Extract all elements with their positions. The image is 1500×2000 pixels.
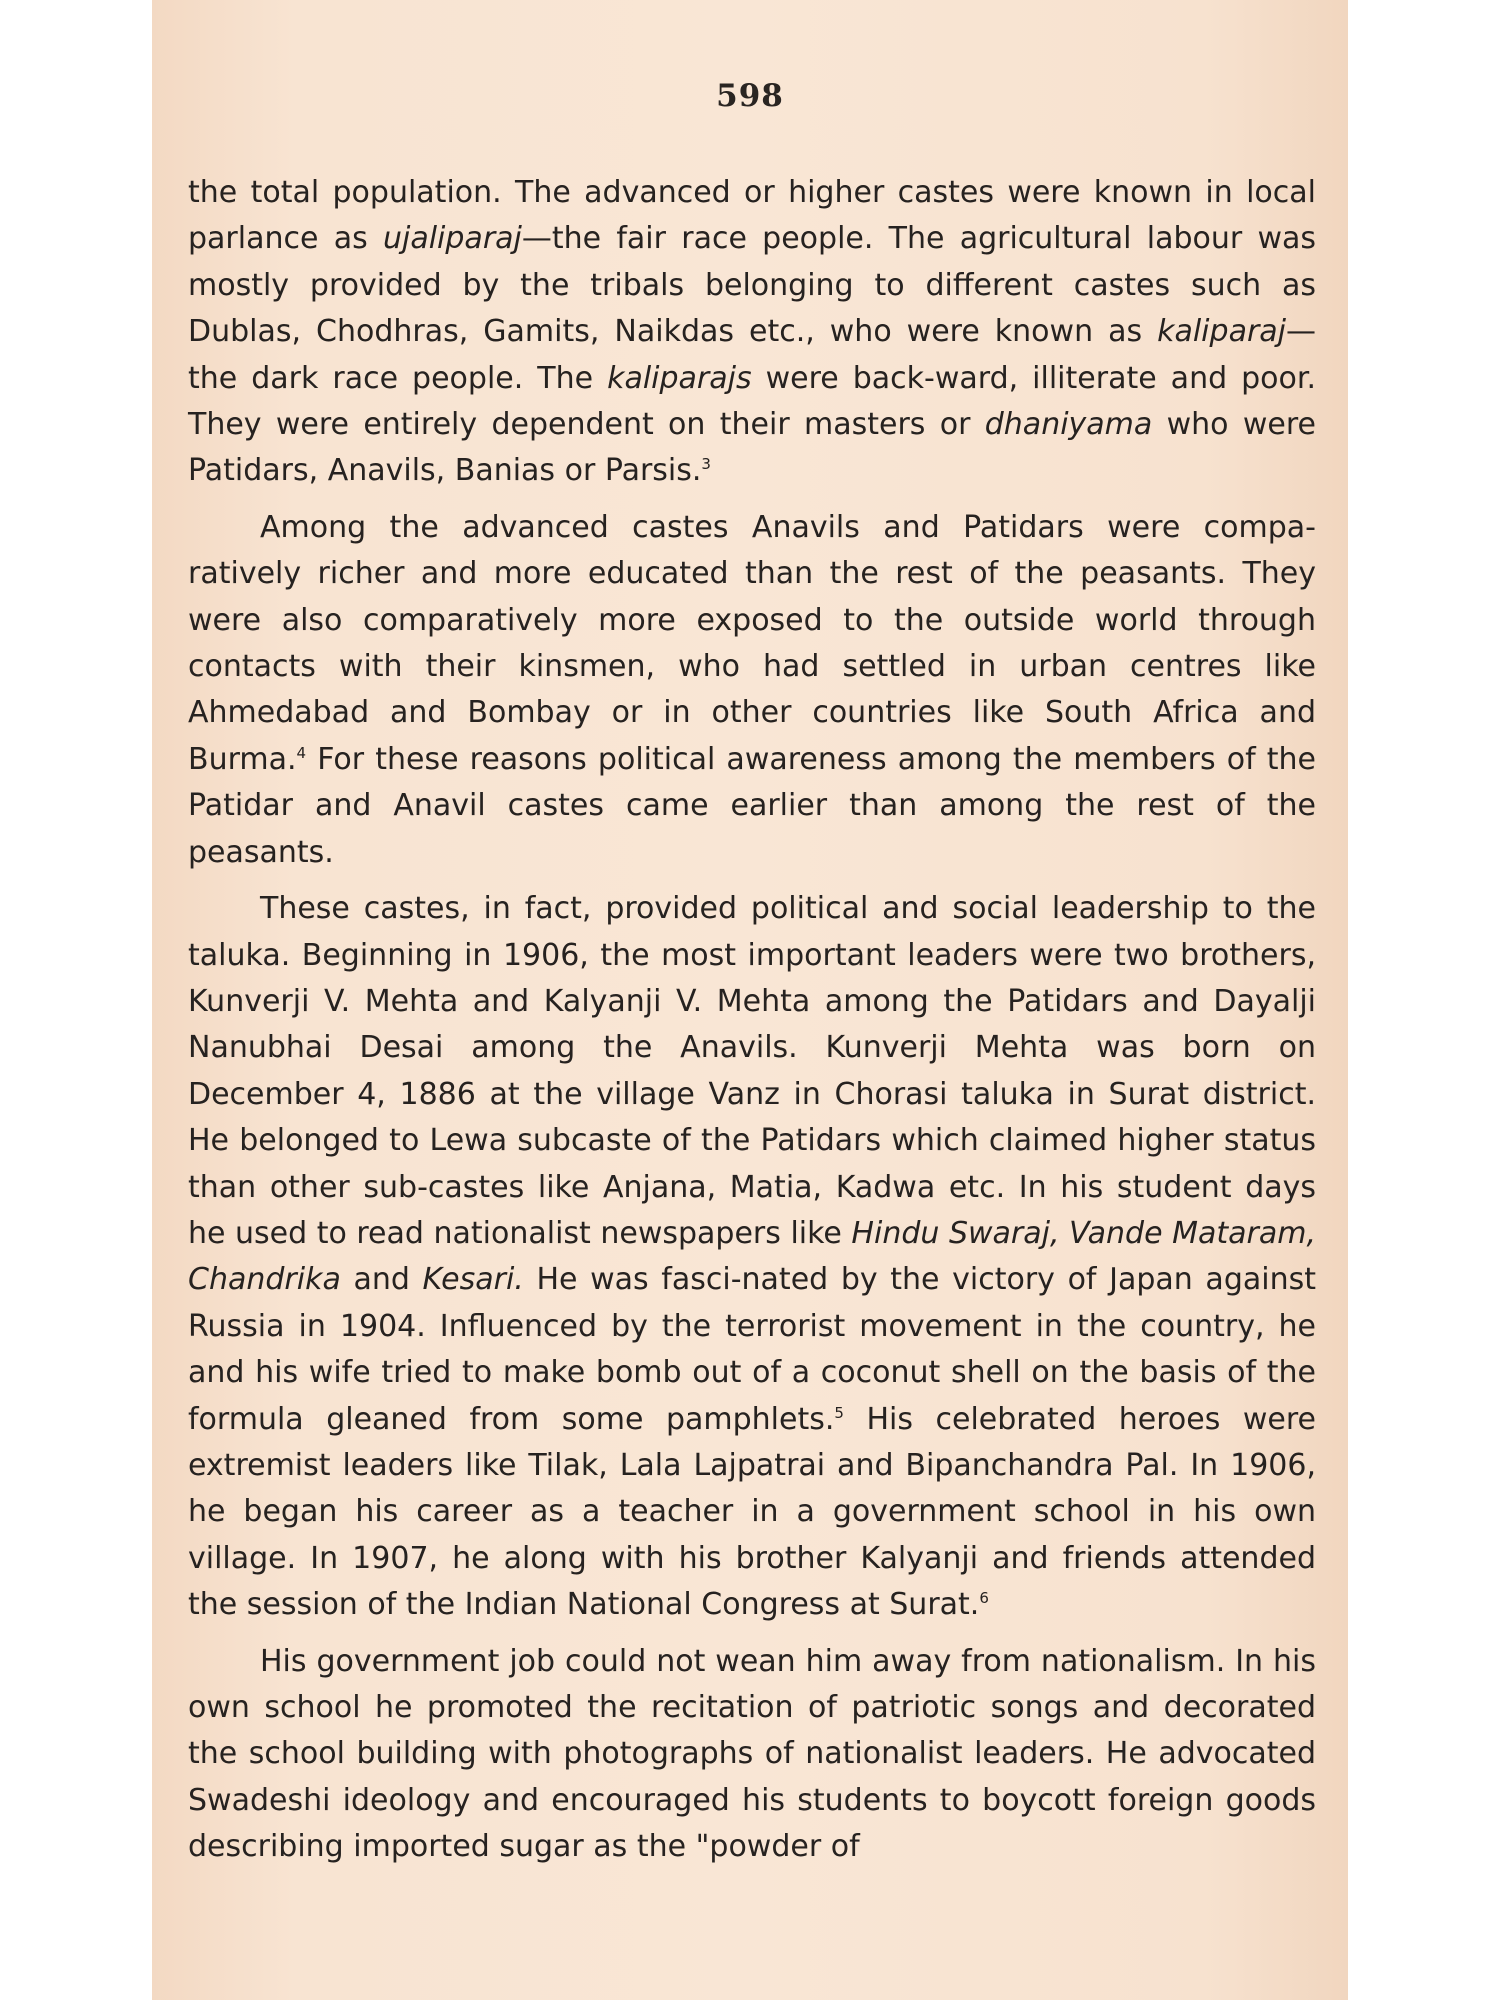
text-run: and bbox=[340, 1262, 423, 1298]
paragraph bbox=[188, 170, 1316, 495]
paragraph bbox=[188, 1639, 1316, 1871]
text-run: These castes, in fact, provided political and social leadership to the taluka. Beginning in 1906, the most important leaders were two brothers, Kunverji V. Mehta and Kalyanji V. Mehta among the Patidars and Dayalji Nanubhai Desai among the Anavils. Kunverji Mehta was born on December 4, 1886 at the village Vanz in Chorasi taluka in Surat district. He belonged to Lewa subcaste of the Patidars which claimed higher status than other sub-castes like Anjana, Matia, Kadwa etc. In his student days he used to read nationalist newspapers like bbox=[188, 891, 1316, 1251]
book-page bbox=[152, 0, 1348, 2000]
italic-text: kaliparajs bbox=[607, 360, 752, 396]
italic-text: ujaliparaj bbox=[382, 221, 522, 257]
text-run: He was fasci-nated by the victory of Japan against Russia in 1904. Influenced by the terrorist movement in the country, he and his wife tried to make bomb out of a coconut shell on the basis of the formula gleaned from some pamphlets. bbox=[188, 1262, 1316, 1437]
text-run: the total population. The advanced or higher castes were known in local parlance as bbox=[188, 175, 1316, 257]
text-run: Among the advanced castes Anavils and Patidars were compa-ratively richer and more educated than the rest of the peasants. They were also comparatively more exposed to the outside world through contacts with their kinsmen, who had settled in urban centres like Ahmedabad and Bombay or in other countries like South Africa and Burma. bbox=[188, 509, 1316, 777]
italic-text: Hindu Swaraj, Vande Mataram, Chandrika bbox=[188, 1215, 1316, 1298]
text-run: —the fair race people. The agricultural labour was mostly provided by the tribals belonging to different castes such as Dublas, Chodhras, Gamits, Naikdas etc., who were known as bbox=[188, 221, 1317, 350]
paragraph bbox=[188, 505, 1316, 876]
page-number: 598 bbox=[716, 78, 784, 114]
italic-text: dhaniyama bbox=[984, 407, 1153, 443]
text-run: His celebrated heroes were extremist leaders like Tilak, Lala Lajpatrai and Bipanchandra Pal. In 1906, he began his career as a teacher in a government school in his own village. In 1907, he along with his brother Kalyanji and friends attended the session of the Indian National Congress at Surat. bbox=[188, 1401, 1316, 1623]
italic-text: kaliparaj bbox=[1157, 314, 1286, 350]
footnote-marker: 4 bbox=[296, 743, 307, 762]
text-run: His government job could not wean him away from nationalism. In his own school he promoted the recitation of patriotic songs and decorated the school building with photographs of nationalist leaders. He advocated Swadeshi ideology and encouraged his students to boycott foreign goods describing imported sugar as the "powder of bbox=[188, 1643, 1316, 1865]
footnote-marker: 3 bbox=[701, 455, 711, 474]
italic-text: Kesari. bbox=[422, 1262, 524, 1298]
text-run: —the dark race people. The bbox=[188, 314, 1316, 396]
text-run: For these reasons political awareness among the members of the Patidar and Anavil castes came earlier than among the rest of the peasants. bbox=[188, 741, 1316, 870]
text-run: were back-ward, illiterate and poor. They were entirely dependent on their masters or bbox=[188, 360, 1316, 443]
paragraph bbox=[188, 886, 1316, 1629]
page-body bbox=[188, 170, 1316, 1871]
text-run: who were Patidars, Anavils, Banias or Parsis. bbox=[188, 407, 1316, 489]
footnote-marker: 6 bbox=[979, 1589, 989, 1608]
footnote-marker: 5 bbox=[834, 1403, 844, 1422]
